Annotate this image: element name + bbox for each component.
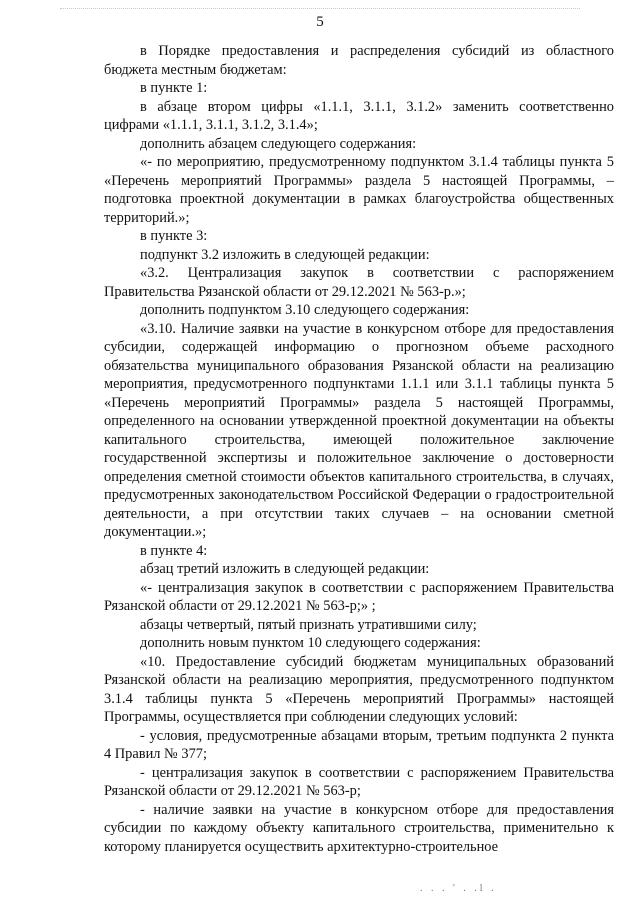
paragraph: - условия, предусмотренные абзацами вторым, третьим подпункта 2 пункта 4 Правил № 377; bbox=[104, 727, 614, 762]
document-body bbox=[104, 42, 614, 856]
paragraph: подпункт 3.2 изложить в следующей редакции: bbox=[140, 246, 430, 263]
paragraph: в абзаце втором цифры «1.1.1, 3.1.1, 3.1.2» заменить соответственно цифрами «1.1.1, 3.1.1, 3.1.2, 3.1.4»; bbox=[104, 98, 614, 133]
page-number: 5 bbox=[316, 14, 324, 30]
paragraph: «10. Предоставление субсидий бюджетам муниципальных образований Рязанской области на реализацию мероприятия, предусмотренного подпунктом 3.1.4 таблицы пункта 5 «Перечень мероприятий Программы» настоящей Программы, осуществляется при соблюдении следующих условий: bbox=[104, 653, 614, 725]
paragraph: в Порядке предоставления и распределения субсидий из областного бюджета местным бюджетам: bbox=[104, 43, 614, 78]
scan-artifact-specks: . . . ' . .l . bbox=[420, 883, 497, 894]
paragraph: в пункте 1: bbox=[140, 80, 208, 96]
paragraph: абзац третий изложить в следующей редакции: bbox=[140, 561, 430, 577]
paragraph: в пункте 3: bbox=[140, 228, 208, 244]
paragraph: дополнить подпунктом 3.10 следующего содержания: bbox=[140, 302, 470, 318]
paragraph: «3.10. Наличие заявки на участие в конкурсном отборе для предоставления субсидии, содержащей информацию о прогнозном объеме расходного обязательства муниципального образования Рязанской области на реализацию мероприятия, предусмотренного подпунктами 1.1.1 или 3.1.1 таблицы пункта 5 «Перечень мероприятий Программы» раздела 5 настоящей Программы, определенного на основании утвержденной проектной документации на объекты капитального строительства, имеющей положительное заключение государственной экспертизы и положительное заключение о достоверности определения сметной стоимости объектов капитального строительства, в случаях, предусмотренных законодательством Российской Федерации о градостроительной деятельности, а при отсутствии таких случаев – на основании сметной документации.»; bbox=[104, 320, 614, 540]
paragraph: в пункте 4: bbox=[140, 542, 208, 559]
paragraph: «- централизация закупок в соответствии с распоряжением Правительства Рязанской области от 29.12.2021 № 563-р;» ; bbox=[104, 579, 614, 614]
paragraph: - централизация закупок в соответствии с распоряжением Правительства Рязанской области от 29.12.2021 № 563-р; bbox=[104, 764, 614, 799]
paragraph: дополнить абзацем следующего содержания: bbox=[140, 135, 417, 152]
scan-artifact-top-line bbox=[60, 8, 580, 9]
paragraph: абзацы четвертый, пятый признать утратившими силу; bbox=[140, 616, 477, 633]
paragraph: - наличие заявки на участие в конкурсном отборе для предоставления субсидии по каждому объекту капитального строительства, применительно к которому планируется осуществить архитектурно-строительное bbox=[104, 801, 614, 855]
paragraph: «3.2. Централизация закупок в соответствии с распоряжением Правительства Рязанской области от 29.12.2021 № 563-р.»; bbox=[104, 265, 614, 300]
paragraph: дополнить новым пунктом 10 следующего содержания: bbox=[140, 635, 481, 651]
paragraph: «- по мероприятию, предусмотренному подпунктом 3.1.4 таблицы пункта 5 «Перечень мероприятий Программы» раздела 5 настоящей Программы, – подготовка проектной документации в рамках благоустройства общественных территорий.»; bbox=[104, 154, 614, 226]
